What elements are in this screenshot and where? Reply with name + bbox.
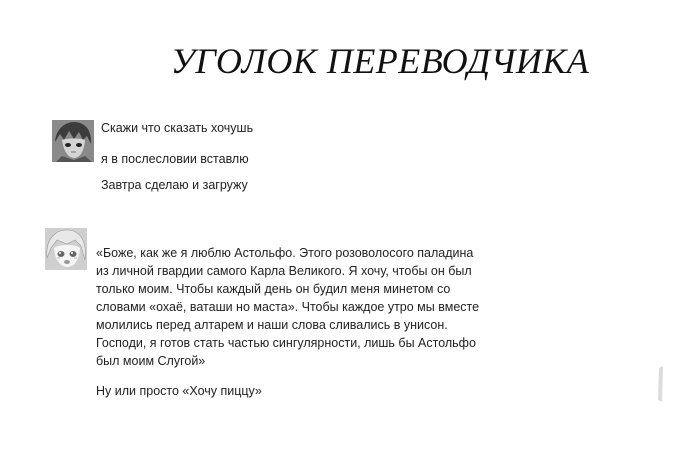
comment-2-quote: «Боже, как же я люблю Астольфо. Этого розоволосого паладина из личной гвардии самого Карла Великого. Я хочу, чтобы он был только моим. Чтобы каждый день он будил меня минетом со словами «охаё, ваташи но маста». Чтобы каждое утро мы вместе молились перед алтарем и наши слова сливались в унисон. Господи, я готов стать частью сингулярности, лишь бы Астольфо был моим Слугой» <box>96 246 480 368</box>
edge-artifact <box>657 366 665 402</box>
comment-2-tail: Ну или просто «Хочу пиццу» <box>96 384 262 398</box>
page-title: УГОЛОК ПЕРЕВОДЧИКА <box>170 41 590 81</box>
comment-1-line-3: Завтра сделаю и загружу <box>101 178 248 192</box>
comment-1-line-2: я в послесловии вставлю <box>101 152 249 166</box>
avatar-anime-boy-icon <box>52 120 94 162</box>
avatar-anime-girl-icon <box>45 228 87 270</box>
comment-1-line-1: Скажи что сказать хочушь <box>101 121 254 135</box>
